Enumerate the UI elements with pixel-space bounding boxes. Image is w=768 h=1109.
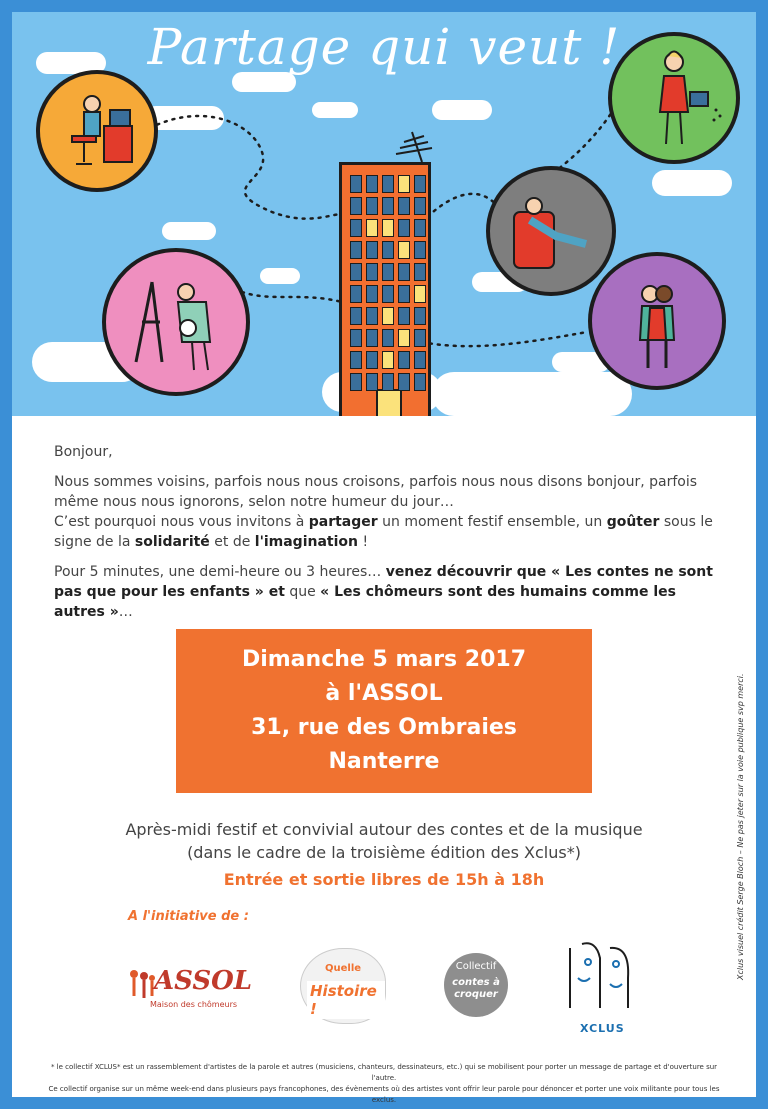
- window-icon: [398, 263, 410, 281]
- window-icon: [350, 351, 362, 369]
- poster-title: Partage qui veut !: [147, 18, 621, 76]
- window-icon: [414, 373, 426, 391]
- greeting: Bonjour,: [54, 444, 113, 460]
- window-icon: [382, 373, 394, 391]
- invitation-text: …: [118, 604, 133, 620]
- window-icon: [398, 307, 410, 325]
- window-icon: [350, 263, 362, 281]
- window-icon: [382, 263, 394, 281]
- invitation-text: Pour 5 minutes, une demi-heure ou 3 heures…: [54, 564, 386, 580]
- invitation-bold: venez découvrir que « Les contes ne sont pas que pour les enfants » et: [54, 564, 713, 600]
- window-icon: [398, 241, 410, 259]
- initiative-label: A l'initiative de :: [128, 909, 249, 924]
- window-icon: [414, 219, 426, 237]
- quelle-histoire-logo: [300, 948, 386, 1024]
- hugging-couple-icon: [592, 256, 722, 386]
- window-icon: [382, 351, 394, 369]
- desk-worker-icon: [40, 74, 154, 188]
- keyword-partager: partager: [308, 514, 378, 530]
- window-icon: [366, 175, 378, 193]
- footnote-line-2: Ce collectif organise sur un même week-end dans plusieurs pays francophones, des évènements où des artistes vont offrir leur parole pour dénoncer et porter une voix militante pour tous les exclus.: [48, 1085, 720, 1104]
- window-icon: [366, 285, 378, 303]
- bubble-hug: [588, 252, 726, 390]
- contes-a-croquer-logo: [444, 953, 508, 1017]
- keyword-solidarite: solidarité: [134, 534, 210, 550]
- window-icon: [414, 351, 426, 369]
- window-icon: [350, 241, 362, 259]
- faces-sketch-icon: [560, 938, 640, 1018]
- window-icon: [350, 329, 362, 347]
- window-icon: [398, 329, 410, 347]
- window-icon: [414, 285, 426, 303]
- xclus-name: XCLUS: [580, 1022, 625, 1035]
- window-icon: [366, 241, 378, 259]
- side-credit: Xclus visuel crédit Serge Bloch – Ne pas jeter sur la voie publique svp merci.: [736, 673, 745, 980]
- assol-name: ASSOL: [154, 966, 253, 996]
- window-icon: [382, 197, 394, 215]
- keyword-gouter: goûter: [606, 514, 660, 530]
- paragraph-intro: [54, 472, 724, 552]
- bubble-gardener: [608, 32, 740, 164]
- details-line-1: Après-midi festif et convivial autour des contes et de la musique: [125, 820, 643, 839]
- window-icon: [382, 285, 394, 303]
- hero-illustration: [12, 12, 756, 426]
- window-icon: [414, 329, 426, 347]
- window-icon: [382, 175, 394, 193]
- event-street: 31, rue des Ombraies: [251, 715, 517, 740]
- window-icon: [398, 373, 410, 391]
- painter-icon: [106, 252, 246, 392]
- bubble-painter: [102, 248, 250, 396]
- assol-subtitle: Maison des chômeurs: [150, 1000, 238, 1009]
- bubble-office-worker: [36, 70, 158, 192]
- assol-logo: [126, 962, 253, 1012]
- window-icon: [366, 373, 378, 391]
- invite-text: C’est pourquoi nous vous invitons à: [54, 514, 309, 530]
- window-icon: [398, 219, 410, 237]
- window-icon: [382, 329, 394, 347]
- ground-strip: [12, 416, 756, 426]
- event-venue: à l'ASSOL: [325, 681, 443, 706]
- contes-line-2: contes à croquer: [452, 977, 500, 1000]
- window-icon: [382, 307, 394, 325]
- window-icon: [366, 197, 378, 215]
- window-icon: [382, 219, 394, 237]
- apartment-building: [339, 162, 431, 426]
- event-box: [176, 629, 592, 793]
- invite-text: un moment festif ensemble, un: [377, 514, 607, 530]
- window-icon: [366, 263, 378, 281]
- window-icon: [350, 373, 362, 391]
- window-icon: [366, 219, 378, 237]
- window-icon: [414, 241, 426, 259]
- letter-body: [54, 442, 724, 632]
- window-icon: [350, 197, 362, 215]
- details-line-2: (dans le cadre de la troisième édition des Xclus*): [187, 843, 581, 862]
- window-icon: [350, 285, 362, 303]
- window-icon: [350, 175, 362, 193]
- paragraph-invitation: [54, 562, 724, 622]
- invite-text: sous le signe de la: [54, 514, 713, 550]
- window-icon: [414, 263, 426, 281]
- invite-text: !: [358, 534, 369, 550]
- contes-line-1: Collectif: [455, 961, 497, 972]
- window-icon: [398, 175, 410, 193]
- watering-woman-icon: [612, 36, 736, 160]
- opening-hours: Entrée et sortie libres de 15h à 18h: [223, 870, 545, 889]
- window-icon: [350, 307, 362, 325]
- keyword-imagination: l'imagination: [254, 534, 358, 550]
- window-icon: [414, 197, 426, 215]
- footnote-line-1: * le collectif XCLUS* est un rassemblement d'artistes de la parole et autres (musiciens, chanteurs, dessinateurs, etc.) qui se mobilisent pour porter un message de partage et d'ouverture sur l'autre.: [50, 1063, 718, 1082]
- histoire-main: Histoire !: [307, 981, 385, 1019]
- invitation-bold: « Les chômeurs sont des humains comme les autres »: [54, 584, 676, 620]
- window-icon: [366, 351, 378, 369]
- window-icon: [398, 285, 410, 303]
- invite-text: et de: [209, 534, 255, 550]
- histoire-top: Quelle: [325, 963, 362, 974]
- footnote: [40, 1062, 728, 1106]
- window-icon: [398, 351, 410, 369]
- event-date: Dimanche 5 mars 2017: [241, 647, 527, 672]
- window-icon: [414, 175, 426, 193]
- event-details: [0, 818, 768, 891]
- window-icon: [398, 197, 410, 215]
- window-icon: [382, 241, 394, 259]
- xclus-logo: [560, 938, 640, 1038]
- invitation-text: que: [284, 584, 321, 600]
- window-icon: [366, 307, 378, 325]
- window-icon: [350, 219, 362, 237]
- window-icon: [366, 329, 378, 347]
- intro-line: Nous sommes voisins, parfois nous nous croisons, parfois nous nous disons bonjour, parfois même nous nous ignorons, selon notre humeur du jour…: [54, 474, 698, 510]
- window-icon: [414, 307, 426, 325]
- event-city: Nanterre: [328, 749, 440, 774]
